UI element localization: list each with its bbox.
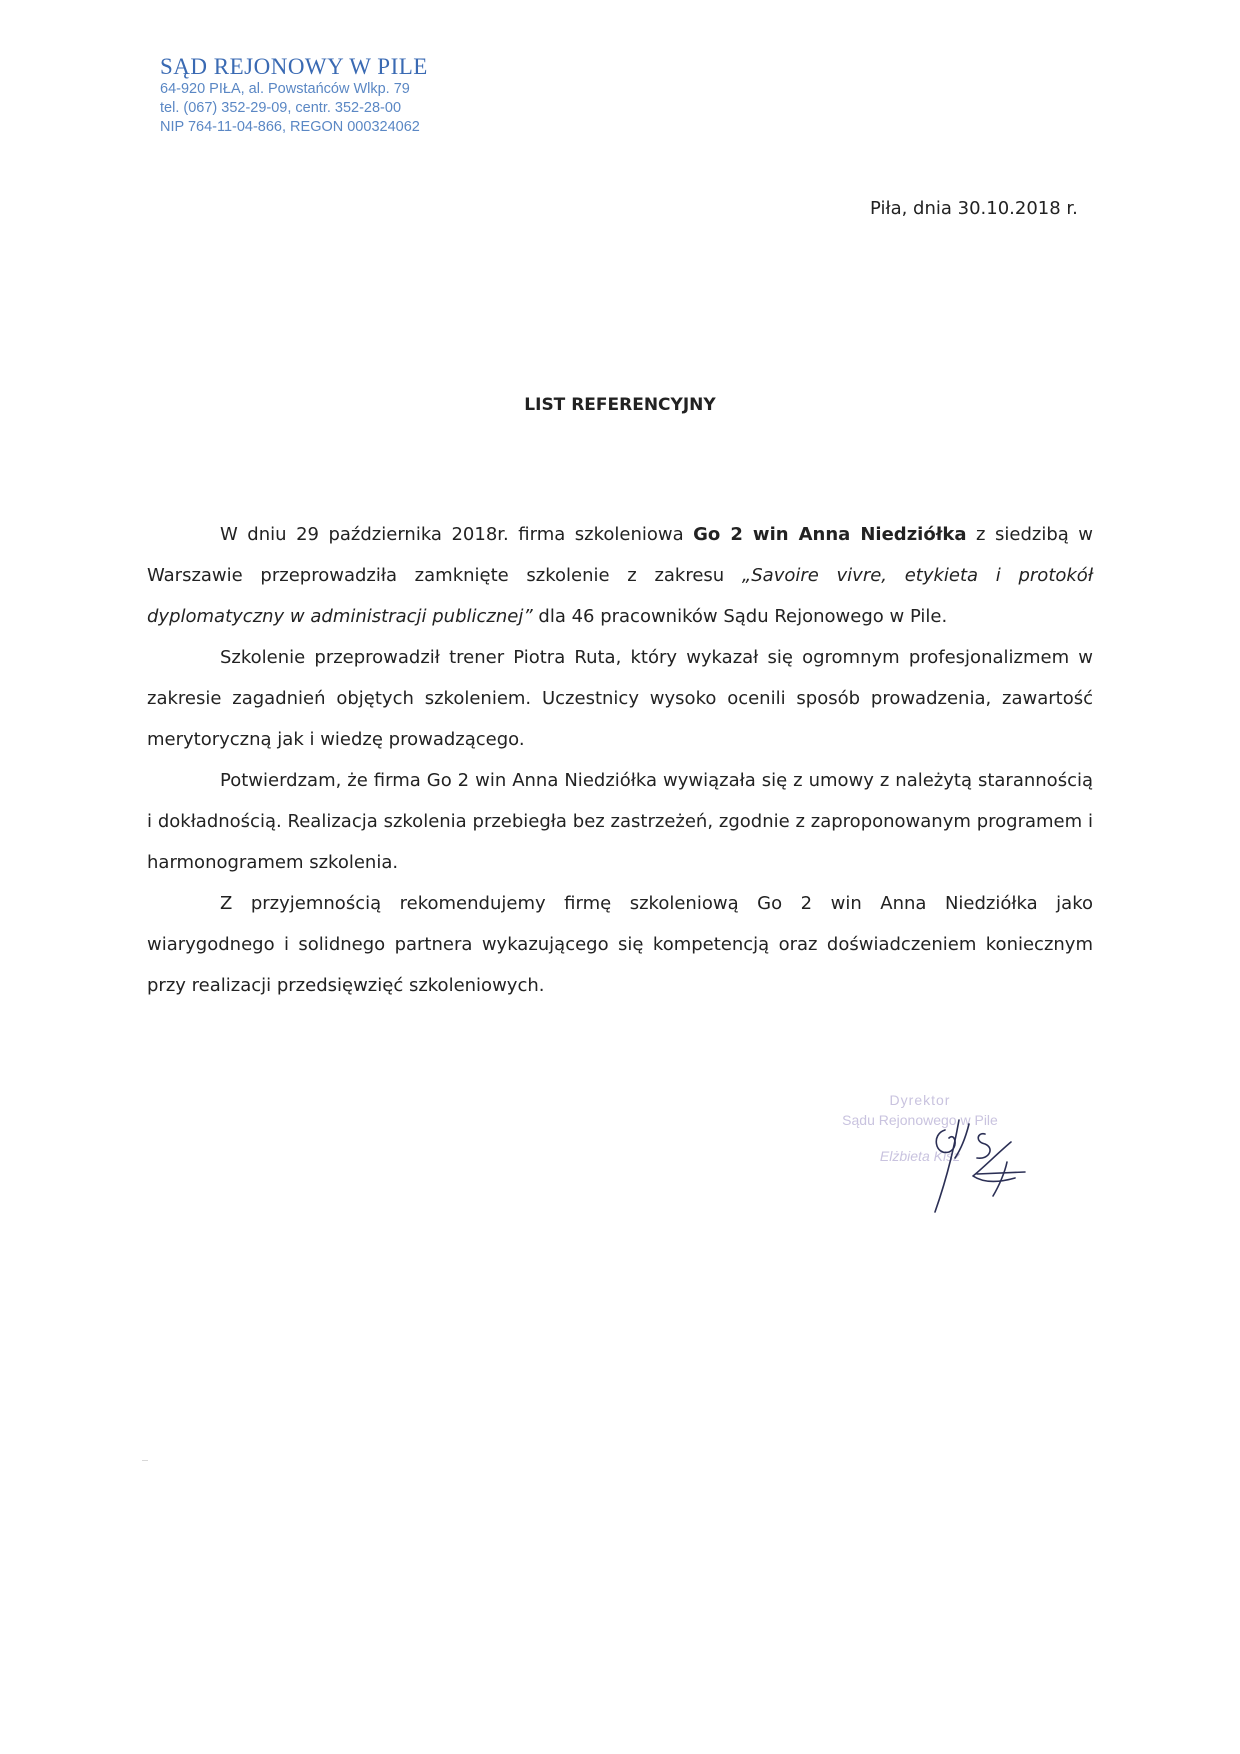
handwritten-signature [915, 1112, 1035, 1222]
paragraph-1 [147, 514, 1093, 637]
p1-text-a: W dniu 29 października 2018r. firma szkoleniowa [220, 524, 694, 545]
court-phone: tel. (067) 352-29-09, centr. 352-28-00 [160, 100, 402, 116]
paragraph-3: Potwierdzam, że firma Go 2 win Anna Niedziółka wywiązała się z umowy z należytą starannością i dokładnością. Realizacja szkolenia przebiegła bez zastrzeżeń, zgodnie z zaproponowanym programem i harmonogramem szkolenia. [147, 770, 1093, 873]
letterhead [160, 54, 428, 137]
stamp-person: Elżbieta Kisz [879, 1148, 961, 1164]
letter-date: Piła, dnia 30.10.2018 r. [870, 198, 1078, 219]
court-name: SĄD REJONOWY W PILE [160, 54, 428, 79]
stamp-role: Dyrektor [889, 1092, 951, 1108]
company-name: Go 2 win Anna Niedziółka [693, 524, 967, 545]
p1-text-c: z siedzibą w Warszawie przeprowadziła zamknięte szkolenie z zakresu [147, 524, 1094, 586]
scan-artifact [142, 1460, 148, 1461]
training-topic: „Savoire vivre, etykieta i protokół dyplomatyczny w administracji publicznej” [147, 565, 1093, 627]
stamp-office: Sądu Rejonowego w Pile [842, 1112, 998, 1128]
p1-text-e: dla 46 pracowników Sądu Rejonowego w Pile. [532, 606, 948, 627]
letter-title: LIST REFERENCYJNY [524, 395, 716, 415]
court-address: 64-920 PIŁA, al. Powstańców Wlkp. 79 [160, 81, 410, 97]
paragraph-4: Z przyjemnością rekomendujemy firmę szkoleniową Go 2 win Anna Niedziółka jako wiarygodnego i solidnego partnera wykazującego się kompetencją oraz doświadczeniem koniecznym przy realizacji przedsięwzięć szkoleniowych. [147, 893, 1093, 996]
paragraph-2: Szkolenie przeprowadził trener Piotra Ruta, który wykazał się ogromnym profesjonalizmem w zakresie zagadnień objętych szkoleniem. Uczestnicy wysoko ocenili sposób prowadzenia, zawartość merytoryczną jak i wiedzę prowadzącego. [147, 647, 1093, 750]
letter-body [147, 514, 1093, 1006]
court-ids: NIP 764-11-04-866, REGON 000324062 [160, 119, 420, 135]
